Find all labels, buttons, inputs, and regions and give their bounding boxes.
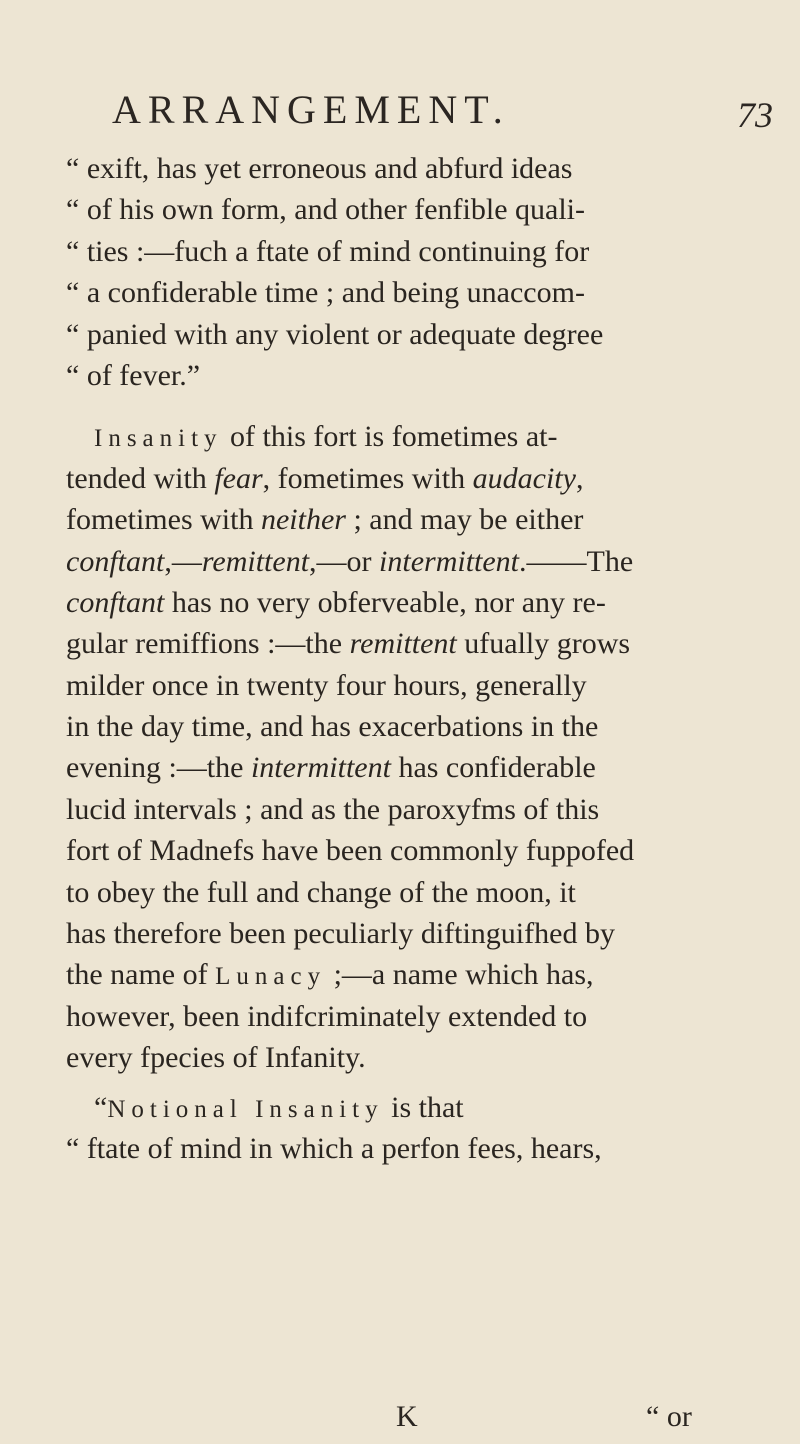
text-line — [66, 582, 766, 623]
text-line: in the day time, and has exacerbations in the — [66, 710, 599, 744]
page-number: 73 — [737, 95, 773, 135]
small-caps-term: Lunacy — [215, 963, 327, 991]
text-run: tended with — [66, 461, 215, 495]
page-body — [66, 148, 766, 1169]
text-line: however, been indifcriminately extended to — [66, 999, 588, 1033]
text-run: “ — [94, 1090, 108, 1124]
text-line: milder once in twenty four hours, generally — [66, 668, 587, 702]
italic-term: conftant — [66, 585, 165, 619]
text-run: .——The — [519, 544, 634, 578]
text-line: has therefore been peculiarly diftinguifhed by — [66, 917, 615, 951]
quotation-paragraph — [66, 148, 766, 396]
text-line: “ panied with any violent or adequate degree — [66, 317, 604, 351]
text-run: the name of — [66, 958, 216, 992]
text-line: “ of fever.” — [66, 358, 201, 392]
signature-mark: K — [396, 1400, 418, 1433]
page-header — [112, 86, 772, 146]
text-line — [66, 954, 766, 995]
text-line: every fpecies of Infanity. — [66, 1041, 366, 1075]
notional-insanity-paragraph — [66, 1087, 766, 1170]
text-line: “ ties :—fuch a ftate of mind continuing for — [66, 234, 590, 268]
italic-term: remittent — [201, 544, 310, 578]
italic-term: intermittent — [379, 544, 520, 578]
text-run: is that — [383, 1090, 464, 1124]
text-line — [66, 458, 766, 499]
text-run: ,— — [164, 544, 202, 578]
text-line: lucid intervals ; and as the paroxyfms of this — [66, 792, 600, 826]
text-line — [66, 747, 766, 788]
text-line: fort of Madnefs have been commonly fuppofed — [66, 834, 635, 868]
running-head: ARRANGEMENT. — [112, 87, 510, 132]
italic-term: conftant — [66, 544, 165, 578]
italic-term: neither — [260, 503, 346, 537]
text-run: gular remiffions :—the — [66, 627, 350, 661]
italic-term: fear — [214, 461, 263, 495]
text-run: has confiderable — [390, 751, 596, 785]
text-line: “ of his own form, and other fenfible quali- — [66, 193, 586, 227]
text-line: to obey the full and change of the moon, it — [66, 875, 576, 909]
text-run: fometimes with — [66, 503, 261, 537]
paragraph-gap — [66, 1079, 766, 1087]
insanity-paragraph — [66, 416, 766, 1078]
text-line — [66, 623, 766, 664]
catchword: “ or — [646, 1400, 692, 1433]
italic-term: audacity — [472, 461, 576, 495]
small-caps-term: Notional Insanity — [107, 1095, 384, 1123]
text-line: “ a confiderable time ; and being unaccom- — [66, 276, 585, 310]
text-run: ; and may be either — [345, 503, 584, 537]
text-run: has no very obferveable, nor any re- — [164, 585, 606, 619]
italic-term: remittent — [349, 627, 457, 661]
paragraph-gap — [66, 396, 766, 416]
text-line — [66, 541, 766, 582]
italic-term: intermittent — [250, 751, 391, 785]
text-line: “ exift, has yet erroneous and abfurd ideas — [66, 152, 573, 185]
text-run: , fometimes with — [262, 461, 473, 495]
text-line — [66, 499, 766, 540]
text-line — [66, 1087, 766, 1128]
text-line: “ ftate of mind in which a perfon fees, hears, — [66, 1131, 602, 1165]
text-line — [66, 416, 766, 457]
text-run: ufually grows — [456, 627, 631, 661]
text-run: of this fort is fometimes at- — [222, 420, 558, 454]
small-caps-term: Insanity — [94, 425, 223, 453]
page-footer — [66, 1400, 766, 1440]
text-run: evening :—the — [66, 751, 251, 785]
text-run: , — [575, 461, 584, 495]
text-run: ,—or — [309, 544, 380, 578]
text-run: ;—a name which has, — [326, 958, 594, 992]
